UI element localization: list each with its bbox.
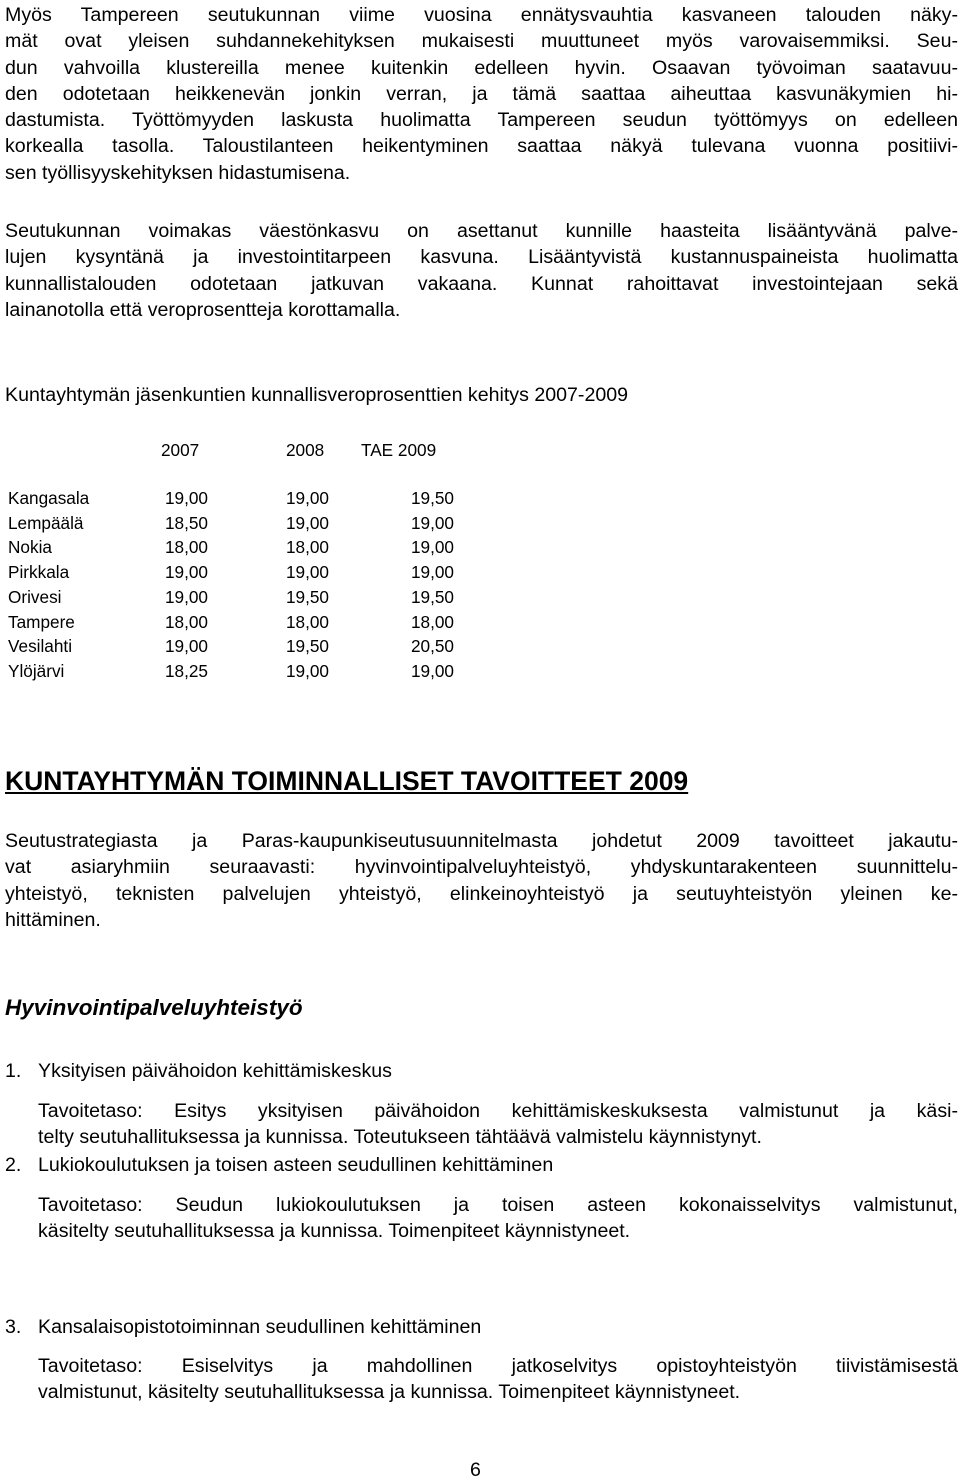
municipality-name: Nokia <box>8 537 52 558</box>
table-row <box>0 511 960 536</box>
rate-2008: 18,00 <box>285 611 329 632</box>
rate-2008: 18,00 <box>285 537 329 558</box>
text-line: sen työllisyyskehityksen hidastumisena. <box>5 161 351 184</box>
rate-2008: 19,00 <box>285 660 329 681</box>
text-line: käsitelty seutuhallituksessa ja kunnissa. Toimenpiteet käynnistyneet. <box>38 1220 631 1243</box>
rate-2009: 19,00 <box>410 512 454 533</box>
municipality-name: Ylöjärvi <box>8 660 65 681</box>
text-line: Tavoitetaso: Esitys yksityisen päivähoidon kehittämiskeskuksesta valmistunut ja käsi- <box>38 1100 958 1122</box>
item-title-text: Lukiokoulutuksen ja toisen asteen seudullinen kehittäminen <box>38 1154 554 1176</box>
rate-2007: 19,00 <box>164 636 208 657</box>
rate-2008: 19,00 <box>285 562 329 583</box>
text-line: Myös Tampereen seutukunnan viime vuosina ennätysvauhtia kasvaneen talouden näky- <box>5 4 958 26</box>
goal-item-2-title <box>5 1152 553 1178</box>
municipality-name: Tampere <box>8 611 75 632</box>
header-tae-2009: TAE 2009 <box>361 440 437 460</box>
text-line: Tavoitetaso: Esiselvitys ja mahdollinen jatkoselvitys opistoyhteistyön tiivistämisestä <box>38 1355 958 1377</box>
table-row <box>0 486 960 511</box>
rate-2009: 19,50 <box>410 586 454 607</box>
rate-2009: 18,00 <box>410 611 454 632</box>
text-line: kunnallistalouden odotetaan jatkuvan vakaana. Kunnat rahoittavat investointejaan sekä <box>5 272 958 295</box>
item-title-text: Kansalaisopistotoiminnan seudullinen kehittäminen <box>38 1316 482 1338</box>
municipality-name: Pirkkala <box>8 562 70 583</box>
goal-item-3-title <box>5 1314 481 1340</box>
item-title-text: Yksityisen päivähoidon kehittämiskeskus <box>38 1060 392 1082</box>
rate-2008: 19,00 <box>285 512 329 533</box>
goal-item-2-body <box>38 1192 958 1245</box>
text-line: lujen kysyntänä ja investointitarpeen kasvuna. Lisääntyvistä kustannuspaineista huolimatta <box>5 246 958 269</box>
municipality-name: Kangasala <box>8 488 90 508</box>
rate-2007: 18,00 <box>164 537 208 558</box>
municipality-name: Orivesi <box>8 586 62 607</box>
text-line: Seutukunnan voimakas väestönkasvu on asettanut kunnille haasteita lisääntyvänä palve- <box>5 220 958 242</box>
text-line: hittäminen. <box>5 908 101 931</box>
goal-item-3-body <box>38 1353 958 1406</box>
rate-2007: 18,00 <box>164 611 208 632</box>
item-number: 1. <box>5 1060 22 1082</box>
goal-item-1-body <box>38 1098 958 1151</box>
rate-2009: 19,00 <box>410 562 454 583</box>
rate-2007: 19,00 <box>164 586 208 607</box>
goal-item-1-title <box>5 1058 392 1084</box>
intro-paragraph-1 <box>5 2 958 186</box>
table-row <box>0 535 960 560</box>
municipality-name: Vesilahti <box>8 636 73 657</box>
page-number: 6 <box>470 1459 481 1481</box>
text-line: dun vahvoilla klustereilla menee kuitenkin edelleen hyvin. Osaavan työvoiman saatavuu- <box>5 56 958 79</box>
tax-table-header <box>0 437 960 463</box>
rate-2009: 19,00 <box>410 537 454 558</box>
table-row <box>0 659 960 684</box>
municipality-name: Lempäälä <box>8 512 84 533</box>
header-2008: 2008 <box>286 440 325 460</box>
text-line: lainanotolla että veroprosentteja korottamalla. <box>5 298 401 321</box>
table-row <box>0 610 960 635</box>
rate-2008: 19,00 <box>285 488 329 508</box>
text-line: yhteistyö, teknisten palvelujen yhteistyö, elinkeinoyhteistyö ja seutuyhteistyön yleinen ke- <box>5 882 958 905</box>
table-row <box>0 634 960 659</box>
text-line: korkealla tasolla. Taloustilanteen heikentyminen saattaa näkyä tulevana vuonna positiivi- <box>5 135 958 158</box>
rate-2007: 18,50 <box>164 512 208 533</box>
table-row <box>0 560 960 585</box>
text-line: Tavoitetaso: Seudun lukiokoulutuksen ja toisen asteen kokonaisselvitys valmistunut, <box>38 1194 958 1216</box>
rate-2008: 19,50 <box>285 586 329 607</box>
rate-2008: 19,50 <box>285 636 329 657</box>
subsection-heading: Hyvinvointipalveluyhteistyö <box>5 995 303 1020</box>
tax-table-title: Kuntayhtymän jäsenkuntien kunnallisveroprosenttien kehitys 2007-2009 <box>5 384 629 406</box>
table-row <box>0 585 960 610</box>
rate-2009: 19,00 <box>410 660 454 681</box>
section-heading: KUNTAYHTYMÄN TOIMINNALLISET TAVOITTEET 2009 <box>5 766 689 796</box>
text-line: dastumista. Työttömyyden laskusta huolimatta Tampereen seudun työttömyys on edelleen <box>5 109 958 132</box>
text-line: Seutustrategiasta ja Paras-kaupunkiseutusuunnitelmasta johdetut 2009 tavoitteet jakautu- <box>5 830 958 852</box>
text-line: vat asiaryhmiin seuraavasti: hyvinvointipalveluyhteistyö, yhdyskuntarakenteen suunnittelu- <box>5 856 958 879</box>
text-line: valmistunut, käsitelty seutuhallituksessa ja kunnissa. Toimenpiteet käynnistyneet. <box>38 1381 741 1404</box>
rate-2007: 19,00 <box>164 488 208 508</box>
text-line: mät ovat yleisen suhdannekehityksen mukaisesti muuttuneet myös varovaisemmiksi. Seu- <box>5 30 958 53</box>
section-intro-paragraph <box>5 828 958 933</box>
rate-2009: 19,50 <box>410 488 454 508</box>
rate-2009: 20,50 <box>410 636 454 657</box>
rate-2007: 18,25 <box>164 660 208 681</box>
text-line: den odotetaan heikkenevän jonkin verran, ja tämä saattaa aiheuttaa kasvunäkymien hi- <box>5 82 958 105</box>
item-number: 2. <box>5 1154 22 1176</box>
item-number: 3. <box>5 1316 22 1338</box>
intro-paragraph-2 <box>5 218 958 323</box>
rate-2007: 19,00 <box>164 562 208 583</box>
text-line: telty seutuhallituksessa ja kunnissa. Toteutukseen tähtäävä valmistelu käynnistynyt. <box>38 1126 762 1149</box>
header-2007: 2007 <box>161 440 200 460</box>
